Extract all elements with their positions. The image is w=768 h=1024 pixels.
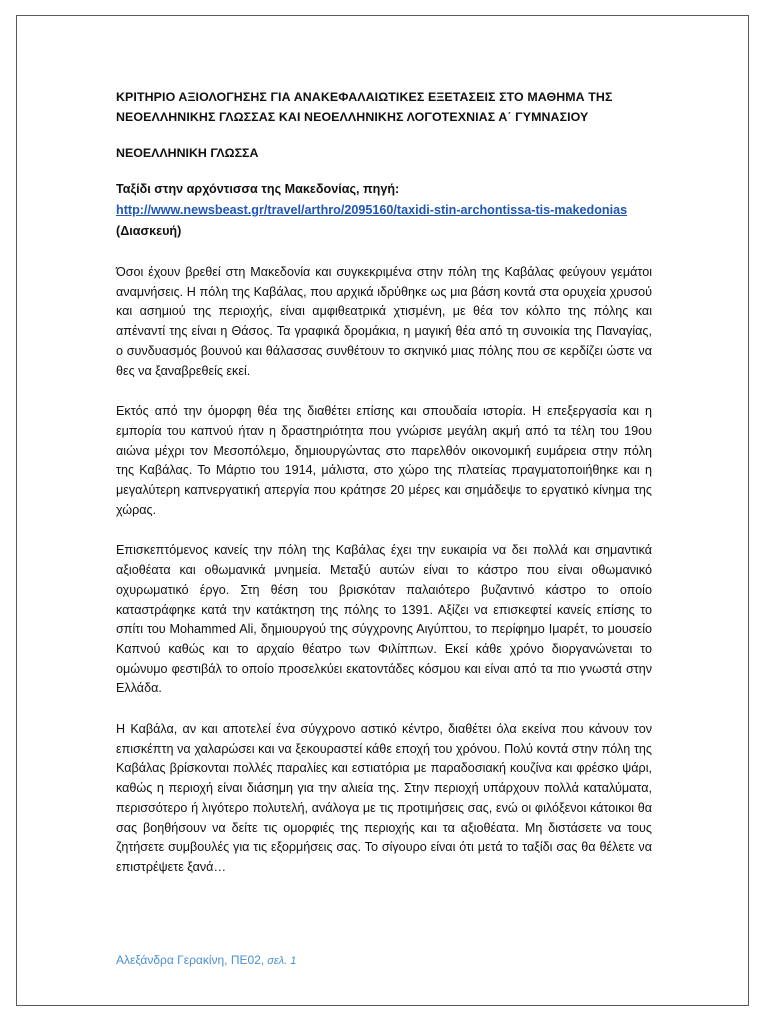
heading-line-1: ΚΡΙΤΗΡΙΟ ΑΞΙΟΛΟΓΗΣΗΣ ΓΙΑ ΑΝΑΚΕΦΑΛΑΙΩΤΙΚΕΣ ΕΞΕΤΑΣΕΙΣ ΣΤΟ ΜΑΘΗΜΑ ΤΗΣ xyxy=(116,90,613,104)
page-footer xyxy=(116,953,296,967)
document-heading xyxy=(116,87,652,127)
heading-line-2: ΝΕΟΕΛΛΗΝΙΚΗΣ ΓΛΩΣΣΑΣ ΚΑΙ ΝΕΟΕΛΛΗΝΙΚΗΣ ΛΟΓΟΤΕΧΝΙΑΣ Α΄ ΓΥΜΝΑΣΙΟΥ xyxy=(116,110,589,124)
subject-title: ΝΕΟΕΛΛΗΝΙΚΗ ΓΛΩΣΣΑ xyxy=(116,146,259,160)
document-body xyxy=(116,87,652,878)
paragraph-1: Όσοι έχουν βρεθεί στη Μακεδονία και συγκεκριμένα στην πόλη της Καβάλας φεύγουν γεμάτοι αναμνήσεις. Η πόλη της Καβάλας, που αρχικά ιδρύθηκε ως μια βάση κοντά στα ορυχεία χρυσού και ασημιού της περιοχής, είναι αμφιθεατρικά χτισμένη, με θέα τον κόλπο της πόλης και απέναντί της είναι η Θάσος. Τα γραφικά δρομάκια, η μαγική θέα από τη συνοικία της Παναγίας, ο συνδυασμός βουνού και θάλασσας συνθέτουν το σκηνικό μιας πόλης που σε κερδίζει ώστε να θες να ξαναβρεθείς εκεί. xyxy=(116,265,652,378)
source-note: (Διασκευή) xyxy=(116,224,182,238)
paragraph-2: Εκτός από την όμορφη θέα της διαθέτει επίσης και σπουδαία ιστορία. Η επεξεργασία και η εμπορία του καπνού ήταν η δραστηριότητα που γνώρισε μεγάλη ακμή από τα τέλη του 19ου αιώνα μέχρι τον Μεσοπόλεμο, δημιουργώντας στο παρελθόν οικονομική ευμάρεια στην πόλη της Καβάλας. Το Μάρτιο του 1914, μάλιστα, στο χώρο της πλατείας πραγματοποιήθηκε και η μεγαλύτερη καπνεργατική απεργία που κράτησε 20 μέρες και σημάδεψε το εργατικό κίνημα της χώρας. xyxy=(116,404,652,517)
footer-page-number: σελ. 1 xyxy=(264,955,297,967)
source-citation xyxy=(116,179,652,242)
footer-author: Αλεξάνδρα Γερακίνη, ΠΕ02, xyxy=(116,953,265,967)
paragraph-4: Η Καβάλα, αν και αποτελεί ένα σύγχρονο αστικό κέντρο, διαθέτει όλα εκείνα που κάνουν τον επισκέπτη να χαλαρώσει και να ξεκουραστεί κάθε εποχή του χρόνου. Πολύ κοντά στην πόλη της Καβάλας βρίσκονται πολλές παραλίες και εστιατόρια με παραδοσιακή κουζίνα και φρέσκο ψάρι, καθώς η περιοχή είναι διάσημη για την αλιεία της. Στην περιοχή υπάρχουν πολλά καταλύματα, περισσότερο ή λιγότερο πολυτελή, ανάλογα με τις προτιμήσεις σας, ενώ οι φιλόξενοι κάτοικοι θα σας βοηθήσουν να δείτε τις ομορφιές της περιοχής και τα αξιοθέατα. Μη διστάσετε να τους ζητήσετε συμβουλές για τις εξορμήσεις σας. Το σίγουρο είναι ότι μετά το ταξίδι σας θα θέλετε να επιστρέψετε ξανά… xyxy=(116,722,652,874)
source-title: Ταξίδι στην αρχόντισσα της Μακεδονίας, πηγή: xyxy=(116,182,400,196)
source-link[interactable]: http://www.newsbeast.gr/travel/arthro/2095160/taxidi-stin-archontissa-tis-makedonias xyxy=(116,203,628,217)
paragraph-3: Επισκεπτόμενος κανείς την πόλη της Καβάλας έχει την ευκαιρία να δει πολλά και σημαντικά αξιοθέατα και οθωμανικά μνημεία. Μεταξύ αυτών είναι το κάστρο που είναι οθωμανικό οχυρωματικό έργο. Στη θέση του βρισκόταν παλαιότερο βυζαντινό κάστρο το οποίο καταστράφηκε κατά την κατάκτηση της πόλης το 1391. Αξίζει να επισκεφτεί κανείς επίσης το σπίτι του Mohammed Ali, δημιουργού της σύγχρονης Αιγύπτου, το περίφημο Ιμαρέτ, το μουσείο Καπνού καθώς και το αρχαίο θέατρο των Φιλίππων. Εκεί κάθε χρόνο διοργανώνεται το ομώνυμο φεστιβάλ το οποίο προσελκύει εκατοντάδες κόσμου και είναι από τα πιο γνωστά στην Ελλάδα. xyxy=(116,543,652,696)
